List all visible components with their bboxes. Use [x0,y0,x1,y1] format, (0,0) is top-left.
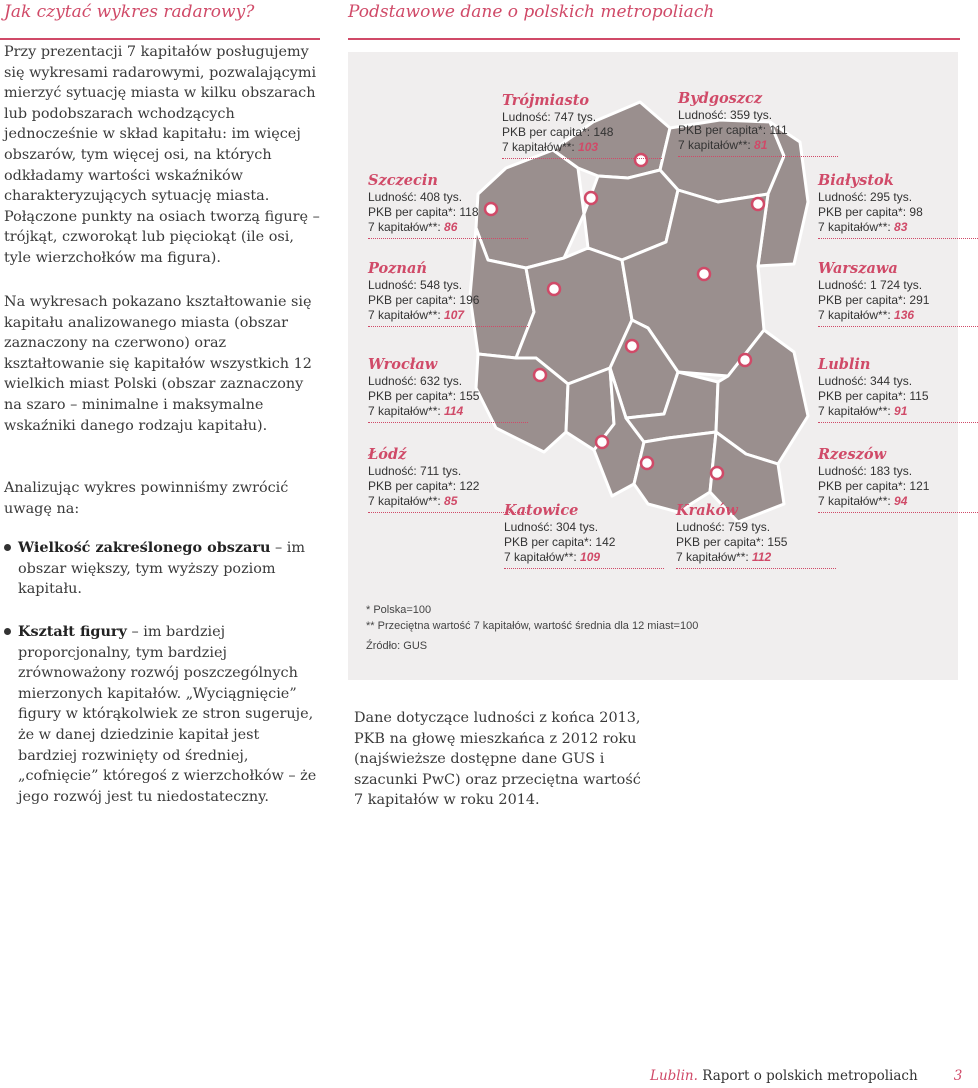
city-capitals [678,138,838,157]
description-paragraph: Na wykresach pokazano kształtowanie się kapitału analizowanego miasta (obszar zaznaczony na czerwono) oraz kształtowanie się kapitałów wszystkich 12 wielkich miast Polski (obszar zaznaczony na szaro – minimalne i maksymalne wskaźniki danego rodzaju kapitału). [4,294,312,434]
city-marker-rzeszow [711,467,723,479]
city-name: Lublin [818,356,871,373]
city-card-rzeszow [818,446,978,513]
population-value: 408 tys. [420,190,463,204]
city-population [818,190,978,205]
gdp-label: PKB per capita*: [368,293,460,307]
capitals-label: 7 kapitałów**: [502,140,579,154]
city-name: Wrocław [368,356,438,373]
population-label: Ludność: [504,520,557,534]
capitals-label: 7 kapitałów**: [368,494,445,508]
bullet-rest: – im obszar większy, tym wyższy poziom kapitału. [18,540,305,598]
data-caption: Dane dotyczące ludności z końca 2013, PKB na głowę mieszkańca z 2012 roku (najświeższe dostępne dane GUS i szacunki PwC) oraz przeciętna wartość 7 kapitałów w roku 2014. [354,710,641,809]
population-value: 183 tys. [870,464,913,478]
city-capitals [818,308,978,327]
page-number: 3 [953,1068,963,1084]
gdp-label: PKB per capita*: [368,389,460,403]
right-heading: Podstawowe dane o polskich metropoliach [348,2,715,22]
source-note: Źródło: GUS [366,640,428,652]
capitals-value: 85 [444,494,458,508]
city-population [502,110,662,125]
region-malopolskie [634,432,716,512]
city-population [504,520,664,535]
capitals-value: 91 [894,404,908,418]
gdp-value: 122 [459,479,480,493]
city-card-warszawa [818,260,978,327]
capitals-value: 107 [444,308,465,322]
population-label: Ludność: [368,464,421,478]
city-capitals [818,220,978,239]
gdp-label: PKB per capita*: [502,125,594,139]
population-value: 1 724 tys. [870,278,923,292]
bullet-dot-icon [4,628,11,635]
bullet-dot-icon [4,544,11,551]
capitals-value: 109 [580,550,601,564]
gdp-value: 142 [595,535,616,549]
capitals-label: 7 kapitałów**: [368,404,445,418]
population-value: 359 tys. [730,108,773,122]
gdp-label: PKB per capita*: [676,535,768,549]
gdp-label: PKB per capita*: [818,205,910,219]
city-population [818,464,978,479]
capitals-value: 114 [444,404,464,418]
city-population [676,520,836,535]
capitals-label: 7 kapitałów**: [818,494,895,508]
city-population [818,278,978,293]
city-population [368,278,528,293]
city-population [368,190,528,205]
population-label: Ludność: [368,278,421,292]
city-card-poznan [368,260,528,327]
city-name: Katowice [504,502,579,519]
gdp-label: PKB per capita*: [818,293,910,307]
gdp-label: PKB per capita*: [818,479,910,493]
city-capitals [502,140,662,159]
population-value: 548 tys. [420,278,463,292]
city-gdp [818,293,978,308]
left-divider [0,38,320,40]
gdp-value: 118 [459,205,479,219]
city-gdp [678,123,838,138]
city-capitals [818,404,978,423]
capitals-label: 7 kapitałów**: [678,138,755,152]
city-population [818,374,978,389]
city-capitals [818,494,978,513]
capitals-value: 86 [444,220,458,234]
gdp-value: 111 [769,123,788,137]
city-gdp [818,205,978,220]
gdp-label: PKB per capita*: [818,389,910,403]
intro-paragraph: Przy prezentacji 7 kapitałów posługujemy się wykresami radarowymi, pozwalającymi mierzyć sytuację miasta w kilku obszarach lub podobszarach wchodzących jednocześnie w skład kapitału: im więcej obszarów, tym więcej osi, na których odkładamy wartości wskaźników charakteryzujących sytuację miasta. Połączone punkty na osiach tworzą figurę – trójkąt, czworokąt lub pięciokąt (ile osi, tyle wierzchołków ma figura). [4,44,320,266]
population-label: Ludność: [678,108,731,122]
city-gdp [368,389,528,404]
population-label: Ludność: [368,374,421,388]
bullet-text [18,538,322,600]
population-value: 344 tys. [870,374,913,388]
city-gdp [368,205,528,220]
city-name: Poznań [368,260,427,277]
capitals-value: 136 [894,308,915,322]
city-gdp [818,389,978,404]
city-card-bialystok [818,172,978,239]
population-label: Ludność: [368,190,421,204]
page-footer [650,1068,962,1084]
city-card-szczecin [368,172,528,239]
population-label: Ludność: [676,520,729,534]
capitals-value: 103 [578,140,599,154]
capitals-label: 7 kapitałów**: [818,404,895,418]
bullet-strong: Wielkość zakreślonego obszaru [18,539,271,556]
bullet-strong: Kształt figury [18,623,127,640]
city-marker-katowice [596,436,608,448]
capitals-value: 94 [894,494,908,508]
capitals-value: 112 [752,550,772,564]
city-marker-lublin [739,354,751,366]
city-capitals [368,220,528,239]
gdp-value: 115 [909,389,929,403]
footer-city: Lublin. [650,1068,698,1084]
city-name: Warszawa [818,260,898,277]
city-name: Rzeszów [818,446,887,463]
city-card-trojmiasto [502,92,662,159]
city-marker-warszawa [698,268,710,280]
bullet-item [4,622,322,807]
footnote-gdp: * Polska=100 [366,604,432,616]
capitals-label: 7 kapitałów**: [818,220,895,234]
footnote-capitals: ** Przeciętna wartość 7 kapitałów, wartość średnia dla 12 miast=100 [366,620,699,632]
population-label: Ludność: [818,374,871,388]
city-name: Trójmiasto [502,92,590,109]
city-name: Łódź [368,446,407,463]
city-capitals [368,404,528,423]
capitals-label: 7 kapitałów**: [368,308,445,322]
gdp-label: PKB per capita*: [368,479,460,493]
city-name: Bydgoszcz [678,90,763,107]
city-card-wroclaw [368,356,528,423]
city-name: Kraków [676,502,738,519]
gdp-value: 155 [459,389,480,403]
bullet-rest: – im bardziej proporcjonalny, tym bardziej zrównoważony rozwój poszczególnych mierzonych kapitałów. „Wyciągnięcie” figury w którąkolwiek ze stron sugeruje, że w danej dziedzinie kapitał jest bardziej rozwinięty od średniej, „cofnięcie” któregoś z wierzchołków – że jego rozwój jest tu niedostateczny. [18,624,317,805]
population-value: 295 tys. [870,190,913,204]
city-capitals [676,550,836,569]
gdp-value: 196 [459,293,480,307]
city-name: Białystok [818,172,894,189]
city-marker-poznan [548,283,560,295]
bullet-item [4,538,322,600]
city-card-bydgoszcz [678,90,838,157]
city-name: Szczecin [368,172,438,189]
city-gdp [504,535,664,550]
gdp-value: 98 [909,205,923,219]
city-population [678,108,838,123]
capitals-label: 7 kapitałów**: [676,550,753,564]
population-label: Ludność: [818,278,871,292]
city-marker-bydgoszcz [585,192,597,204]
city-marker-lodz [626,340,638,352]
capitals-value: 83 [894,220,908,234]
city-card-lublin [818,356,978,423]
population-value: 632 tys. [420,374,463,388]
capitals-label: 7 kapitałów**: [504,550,581,564]
city-card-krakow [676,502,836,569]
gdp-value: 155 [767,535,788,549]
population-label: Ludność: [502,110,555,124]
right-divider [348,38,960,40]
city-population [368,464,528,479]
city-gdp [502,125,662,140]
population-label: Ludność: [818,464,871,478]
city-gdp [676,535,836,550]
city-gdp [368,479,528,494]
city-marker-krakow [641,457,653,469]
population-value: 759 tys. [728,520,771,534]
gdp-value: 148 [593,125,614,139]
city-marker-wroclaw [534,369,546,381]
footer-title: Raport o polskich metropoliach [697,1068,918,1084]
city-capitals [504,550,664,569]
city-gdp [818,479,978,494]
left-heading: Jak czytać wykres radarowy? [4,2,255,22]
city-card-katowice [504,502,664,569]
city-gdp [368,293,528,308]
gdp-label: PKB per capita*: [678,123,770,137]
capitals-label: 7 kapitałów**: [368,220,445,234]
city-marker-bialystok [752,198,764,210]
capitals-label: 7 kapitałów**: [818,308,895,322]
population-value: 304 tys. [556,520,599,534]
attention-paragraph: Analizując wykres powinniśmy zwrócić uwagę na: [4,480,289,517]
city-population [368,374,528,389]
gdp-value: 291 [909,293,930,307]
gdp-value: 121 [909,479,930,493]
gdp-label: PKB per capita*: [504,535,596,549]
capitals-value: 81 [754,138,768,152]
population-value: 711 tys. [420,464,462,478]
population-value: 747 tys. [554,110,597,124]
population-label: Ludność: [818,190,871,204]
city-capitals [368,308,528,327]
bullet-text [18,622,322,807]
gdp-label: PKB per capita*: [368,205,460,219]
